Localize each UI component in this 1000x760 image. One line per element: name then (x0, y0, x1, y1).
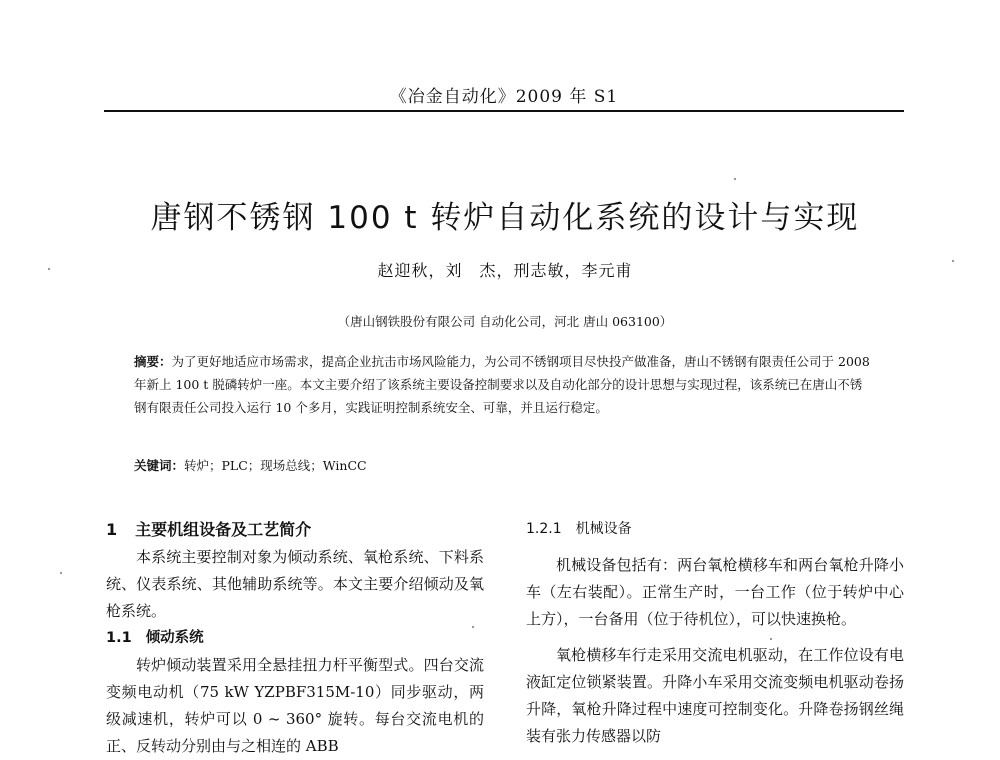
left-column (106, 516, 484, 760)
abstract-text: 为了更好地适应市场需求，提高企业抗击市场风险能力，为公司不锈钢项目尽快投产做准备，唐山不锈钢有限责任公司于 2008 年新上 100 t 脱磷转炉一座。本文主要介绍了该系统主要设备控制要求以及自动化部分的设计思想与实现过程，该系统已在唐山不锈钢有限责任公司投入运行 10 个多月，实践证明控制系统安全、可靠，并且运行稳定。 (134, 354, 870, 415)
section-title: 主要机组设备及工艺简介 (135, 520, 312, 539)
section-1-2-1-heading (526, 516, 904, 543)
keywords-label: 关键词： (134, 458, 185, 473)
section-number: 1.1 (106, 630, 132, 646)
keywords (134, 456, 874, 476)
scan-speck (734, 178, 736, 180)
abstract-label: 摘要： (134, 354, 172, 369)
section-title: 倾动系统 (145, 630, 204, 646)
paragraph: 转炉倾动装置采用全悬挂扭力杆平衡型式。四台交流变频电动机（75 kW YZPBF315M-10）同步驱动，两级减速机，转炉可以 0 ~ 360° 旋转。每台交流电机的正、反转动分别由与之相连的 ABB (106, 656, 484, 755)
scan-speck (60, 572, 62, 574)
affiliation: （唐山钢铁股份有限公司 自动化公司，河北 唐山 063100） (337, 314, 673, 329)
header-rule (104, 110, 904, 112)
section-1-1-heading (106, 625, 484, 652)
abstract (134, 350, 874, 419)
running-header: 《冶金自动化》2009 年 S1 (389, 87, 619, 107)
scan-speck (48, 268, 50, 270)
scan-speck (770, 638, 772, 640)
author-list: 赵迎秋，刘 杰，刑志敏，李元甫 (377, 261, 633, 280)
scan-speck (952, 260, 954, 262)
section-title: 机械设备 (575, 521, 632, 537)
section-number: 1 (106, 520, 118, 539)
paragraph: 氧枪横移车行走采用交流电机驱动，在工作位设有电液缸定位锁紧装置。升降小车采用交流变频电机驱动卷扬升降，氧枪升降过程中速度可控制变化。升降卷扬钢丝绳装有张力传感器以防 (526, 646, 904, 745)
keywords-text: 转炉；PLC；现场总线；WinCC (184, 458, 367, 473)
scan-speck (472, 626, 474, 628)
paragraph: 本系统主要控制对象为倾动系统、氧枪系统、下料系统、仪表系统、其他辅助系统等。本文主要介绍倾动及氧枪系统。 (106, 548, 484, 620)
article-title: 唐钢不锈钢 100 t 转炉自动化系统的设计与实现 (150, 200, 860, 236)
paragraph: 机械设备包括有：两台氧枪横移车和两台氧枪升降小车（左右装配）。正常生产时，一台工作（位于转炉中心上方），一台备用（位于待机位），可以快速换枪。 (526, 556, 904, 628)
right-column (526, 516, 904, 750)
section-number: 1.2.1 (526, 521, 562, 537)
section-1-heading (106, 516, 484, 544)
